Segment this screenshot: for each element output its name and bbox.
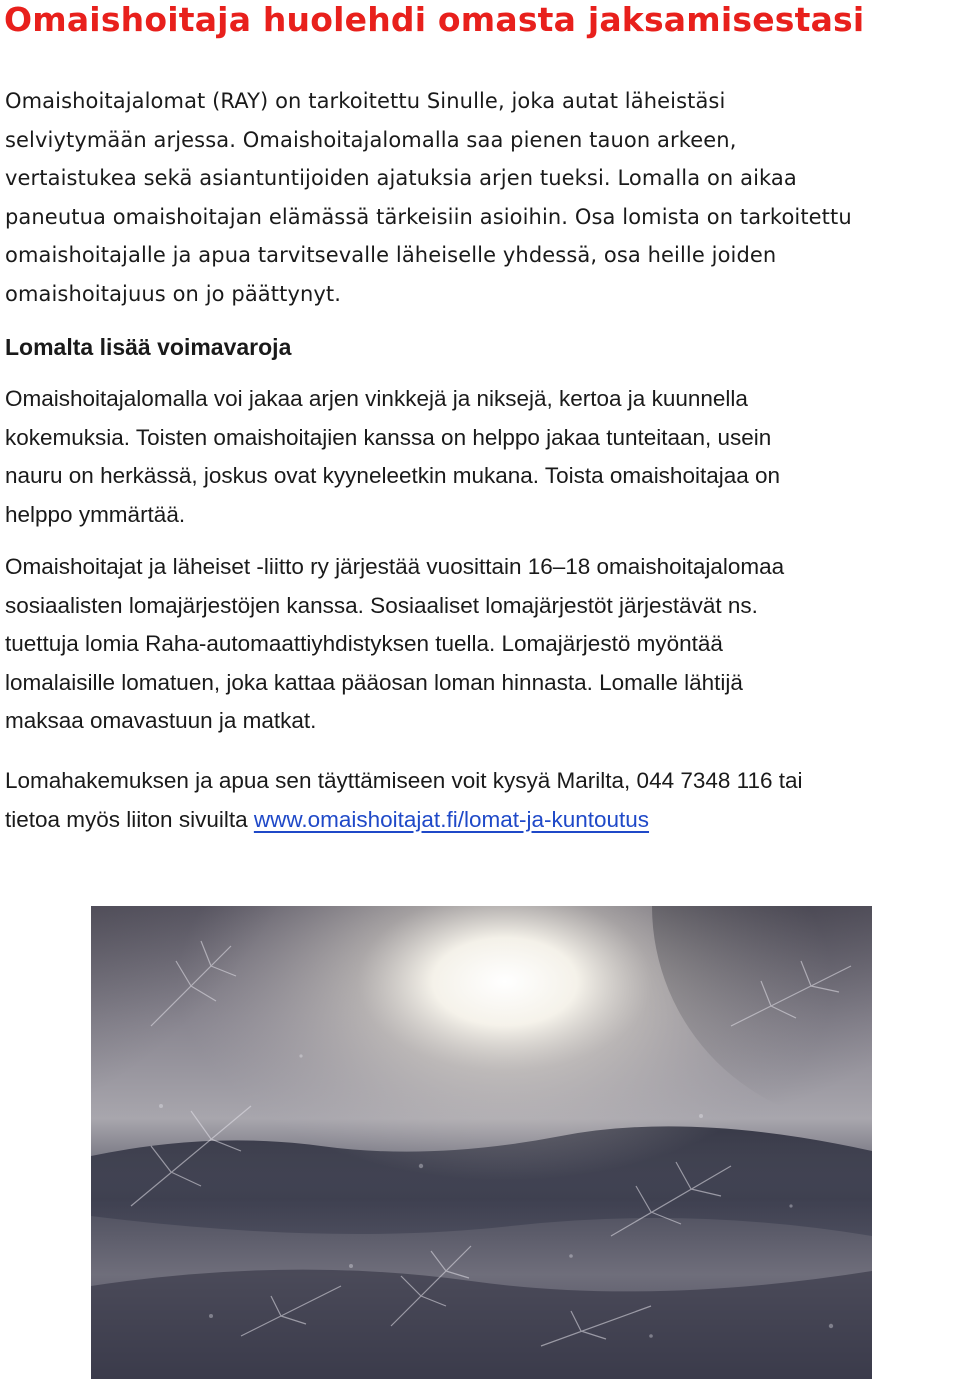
intro-line: omaishoitajuus on jo päättynyt. — [5, 281, 342, 306]
paragraph-line: maksaa omavastuun ja matkat. — [5, 708, 317, 733]
paragraph-line: helppo ymmärtää. — [5, 501, 186, 527]
frost-window-photo — [91, 906, 872, 1379]
paragraph-vertaistuki — [5, 380, 780, 534]
intro-line: paneutua omaishoitajan elämässä tärkeisiin asioihin. Osa lomista on tarkoitettu — [5, 204, 852, 229]
section-subheading: Lomalta lisää voimavaroja — [5, 334, 292, 360]
paragraph-liitto — [5, 548, 784, 741]
contact-paragraph — [5, 762, 803, 839]
liitto-website-link[interactable]: www.omaishoitajat.fi/lomat-ja-kuntoutus — [253, 806, 650, 832]
contact-line-prefix: tietoa myös liiton sivuilta — [5, 806, 254, 832]
paragraph-line: nauru on herkässä, joskus ovat kyyneleetkin mukana. Toista omaishoitajaa on — [5, 463, 781, 488]
intro-paragraph — [5, 82, 852, 313]
paragraph-line: tuettuja lomia Raha-automaattiyhdistyksen tuella. Lomajärjestö myöntää — [5, 631, 723, 656]
paragraph-line: Omaishoitajat ja läheiset -liitto ry järjestää vuosittain 16–18 omaishoitajalomaa — [5, 554, 785, 579]
paragraph-line: Omaishoitajalomalla voi jakaa arjen vinkkejä ja niksejä, kertoa ja kuunnella — [5, 386, 748, 411]
intro-line: selviytymään arjessa. Omaishoitajalomalla saa pienen tauon arkeen, — [5, 127, 737, 152]
intro-line: Omaishoitajalomat (RAY) on tarkoitettu Sinulle, joka autat läheistäsi — [5, 89, 726, 113]
page-title: Omaishoitaja huolehdi omasta jaksamisestasi — [4, 0, 865, 39]
intro-line: omaishoitajalle ja apua tarvitsevalle läheiselle yhdessä, osa heille joiden — [5, 243, 777, 267]
contact-line — [5, 801, 803, 840]
paragraph-line: lomalaisille lomatuen, joka kattaa pääosan loman hinnasta. Lomalle lähtijä — [5, 669, 743, 695]
paragraph-line: kokemuksia. Toisten omaishoitajien kanssa on helppo jakaa tunteitaan, usein — [5, 424, 772, 450]
contact-line: Lomahakemuksen ja apua sen täyttämiseen voit kysyä Marilta, 044 7348 116 tai — [5, 768, 803, 793]
intro-line: vertaistukea sekä asiantuntijoiden ajatuksia arjen tueksi. Lomalla on aikaa — [5, 166, 797, 190]
paragraph-line: sosiaalisten lomajärjestöjen kanssa. Sosiaaliset lomajärjestöt järjestävät ns. — [5, 592, 758, 618]
